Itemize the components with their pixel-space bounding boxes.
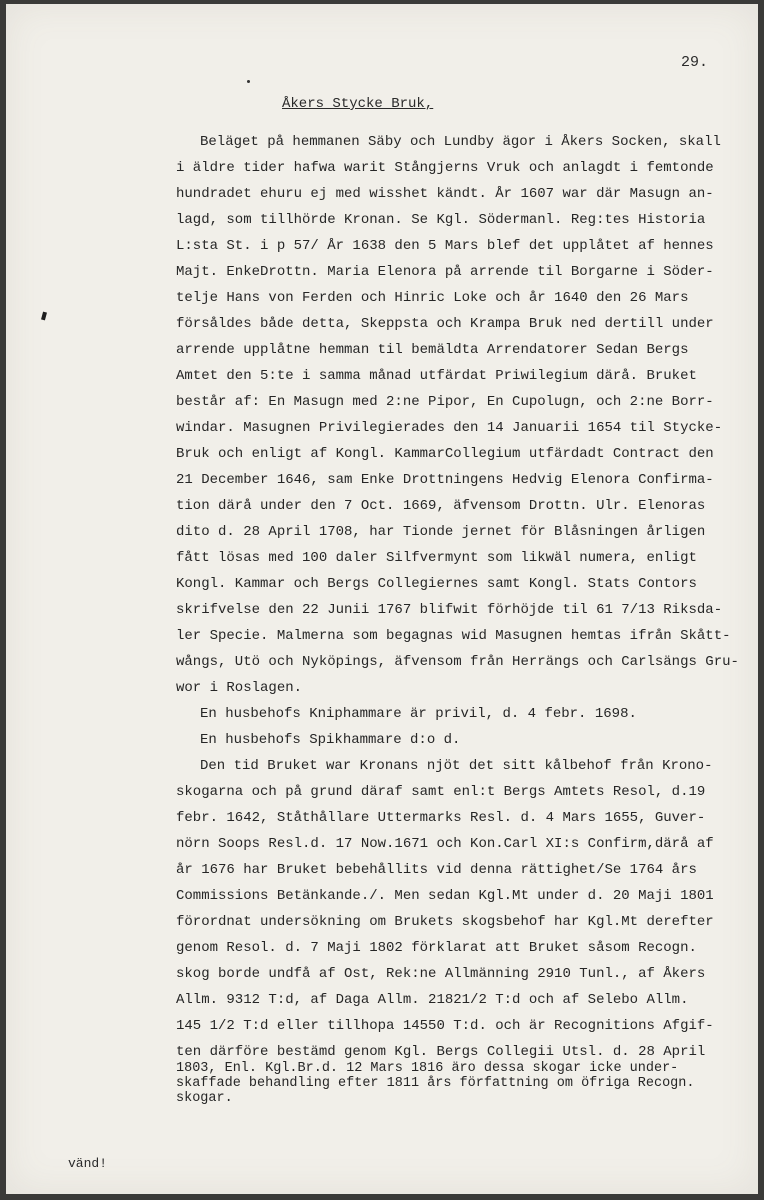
document-page bbox=[6, 4, 758, 1194]
text-line: i äldre tider hafwa warit Stångjerns Vruk och anlagdt i femtonde bbox=[176, 160, 714, 176]
text-line: Amtet den 5:te i samma månad utfärdat Priwilegium därå. Bruket bbox=[176, 368, 697, 384]
text-line: skrifvelse den 22 Junii 1767 blifwit förhöjde til 61 7/13 Riksda- bbox=[176, 602, 723, 618]
text-line: wångs, Utö och Nyköpings, äfvensom från Herrängs och Carlsängs Gru- bbox=[176, 654, 739, 670]
text-line: L:sta St. i p 57/ År 1638 den 5 Mars blef det upplåtet af hennes bbox=[176, 238, 714, 254]
text-line: ler Specie. Malmerna som begagnas wid Masugnen hemtas ifrån Skått- bbox=[176, 628, 731, 644]
text-line: tion därå under den 7 Oct. 1669, äfvensom Drottn. Ulr. Elenoras bbox=[176, 498, 706, 514]
document-body bbox=[6, 4, 758, 1194]
margin-note: vänd! bbox=[68, 1156, 108, 1171]
text-line: Majt. EnkeDrottn. Maria Elenora på arrende til Borgarne i Söder- bbox=[176, 264, 714, 280]
text-line: Bruk och enligt af Kongl. KammarCollegium utfärdadt Contract den bbox=[176, 446, 714, 462]
text-line: En husbehofs Spikhammare d:o d. bbox=[200, 732, 461, 748]
text-line: Commissions Betänkande./. Men sedan Kgl.Mt under d. 20 Maji 1801 bbox=[176, 888, 714, 904]
text-line: 21 December 1646, sam Enke Drottningens Hedvig Elenora Confirma- bbox=[176, 472, 714, 488]
text-line: år 1676 har Bruket bebehållits vid denna rättighet/Se 1764 års bbox=[176, 862, 697, 878]
text-line: En husbehofs Kniphammare är privil, d. 4 febr. 1698. bbox=[200, 706, 637, 722]
page-number: 29. bbox=[681, 54, 709, 71]
text-line: skaffade behandling efter 1811 års författning om öfriga Recogn. bbox=[176, 1076, 695, 1091]
text-line: består af: En Masugn med 2:ne Pipor, En Cupolugn, och 2:ne Borr- bbox=[176, 394, 714, 410]
text-line: skogar. bbox=[176, 1091, 233, 1106]
text-line: Den tid Bruket war Kronans njöt det sitt kålbehof från Krono- bbox=[200, 758, 713, 774]
text-line: Kongl. Kammar och Bergs Collegiernes samt Kongl. Stats Contors bbox=[176, 576, 697, 592]
document-title: Åkers Stycke Bruk, bbox=[282, 96, 434, 112]
text-line: skogarna och på grund däraf samt enl:t Bergs Amtets Resol, d.19 bbox=[176, 784, 706, 800]
text-line: dito d. 28 April 1708, har Tionde jernet för Blåsningen årligen bbox=[176, 524, 706, 540]
text-line: windar. Masugnen Privilegierades den 14 Januarii 1654 til Stycke- bbox=[176, 420, 723, 436]
text-line: Allm. 9312 T:d, af Daga Allm. 21821/2 T:d och af Selebo Allm. bbox=[176, 992, 689, 1008]
text-line: genom Resol. d. 7 Maji 1802 förklarat att Bruket såsom Recogn. bbox=[176, 940, 697, 956]
text-line: hundradet ehuru ej med wisshet kändt. År 1607 war där Masugn an- bbox=[176, 186, 714, 202]
text-line: Beläget på hemmanen Säby och Lundby ägor i Åkers Socken, skall bbox=[200, 134, 721, 150]
text-line: nörn Soops Resl.d. 17 Now.1671 och Kon.Carl XI:s Confirm,därå af bbox=[176, 836, 714, 852]
text-line: försåldes både detta, Skeppsta och Krampa Bruk ned dertill under bbox=[176, 316, 714, 332]
text-line: skog borde undfå af Ost, Rek:ne Allmänning 2910 Tunl., af Åkers bbox=[176, 966, 706, 982]
text-line: febr. 1642, Ståthållare Uttermarks Resl. d. 4 Mars 1655, Guver- bbox=[176, 810, 706, 826]
text-line: ten därföre bestämd genom Kgl. Bergs Collegii Utsl. d. 28 April bbox=[176, 1044, 706, 1060]
text-line: wor i Roslagen. bbox=[176, 680, 303, 696]
text-line: förordnat undersökning om Brukets skogsbehof har Kgl.Mt derefter bbox=[176, 914, 714, 930]
text-line: lagd, som tillhörde Kronan. Se Kgl. Södermanl. Reg:tes Historia bbox=[176, 212, 706, 228]
text-line: telje Hans von Ferden och Hinric Loke och år 1640 den 26 Mars bbox=[176, 290, 689, 306]
text-line: 1803, Enl. Kgl.Br.d. 12 Mars 1816 äro dessa skogar icke under- bbox=[176, 1061, 679, 1076]
text-line: 145 1/2 T:d eller tillhopa 14550 T:d. och är Recognitions Afgif- bbox=[176, 1018, 714, 1034]
text-line: fått lösas med 100 daler Silfvermynt som likwäl numera, enligt bbox=[176, 550, 697, 566]
text-line: arrende upplåtne hemman til bemäldta Arrendatorer Sedan Bergs bbox=[176, 342, 689, 358]
